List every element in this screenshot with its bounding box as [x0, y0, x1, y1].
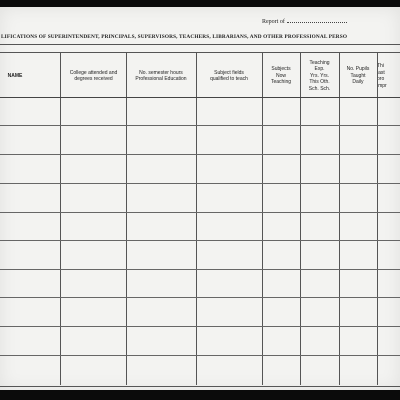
table-row	[0, 355, 400, 356]
column-divider	[377, 53, 378, 385]
top-rule	[0, 44, 400, 45]
report-of-label: Report of	[262, 19, 285, 25]
column-divider	[300, 53, 301, 385]
col-header-teaching-exp: Teaching Exp. Yrs. Yrs. This Oth. Sch. Sch.	[308, 59, 331, 92]
table-row	[0, 326, 400, 327]
header-bottom-rule	[0, 97, 400, 98]
report-of-line	[262, 19, 347, 25]
form-title: LIFICATIONS OF SUPERINTENDENT, PRINCIPALS, SUPERVISORS, TEACHERS, LIBRARIANS, AND OTHER PROFESSIONAL PERSO	[1, 34, 348, 40]
report-of-blank	[287, 22, 347, 23]
column-divider	[262, 53, 263, 385]
col-header-subjects-now: Subjects Now Teaching	[270, 66, 291, 86]
table-row	[0, 269, 400, 270]
col-header-name: NAME	[7, 72, 23, 79]
col-header-subject-fields: Subject fields qualified to teach	[210, 69, 248, 82]
table-row	[0, 154, 400, 155]
column-divider	[60, 53, 61, 385]
col-header-pupils: No. Pupils Taught Daily	[346, 66, 370, 86]
col-header-college: College attended and degrees received	[69, 69, 118, 82]
table-row	[0, 297, 400, 298]
column-divider	[126, 53, 127, 385]
table-row	[0, 183, 400, 184]
table-row	[0, 240, 400, 241]
table-row	[0, 125, 400, 126]
table-bottom-rule	[0, 386, 400, 387]
column-divider	[339, 53, 340, 385]
col-header-semester-hours: No. semester hours Professional Education	[135, 69, 187, 82]
column-divider	[196, 53, 197, 385]
table-row	[0, 212, 400, 213]
col-header-truncated: Thi last pro impr	[377, 63, 387, 89]
report-form-sheet	[0, 7, 400, 390]
